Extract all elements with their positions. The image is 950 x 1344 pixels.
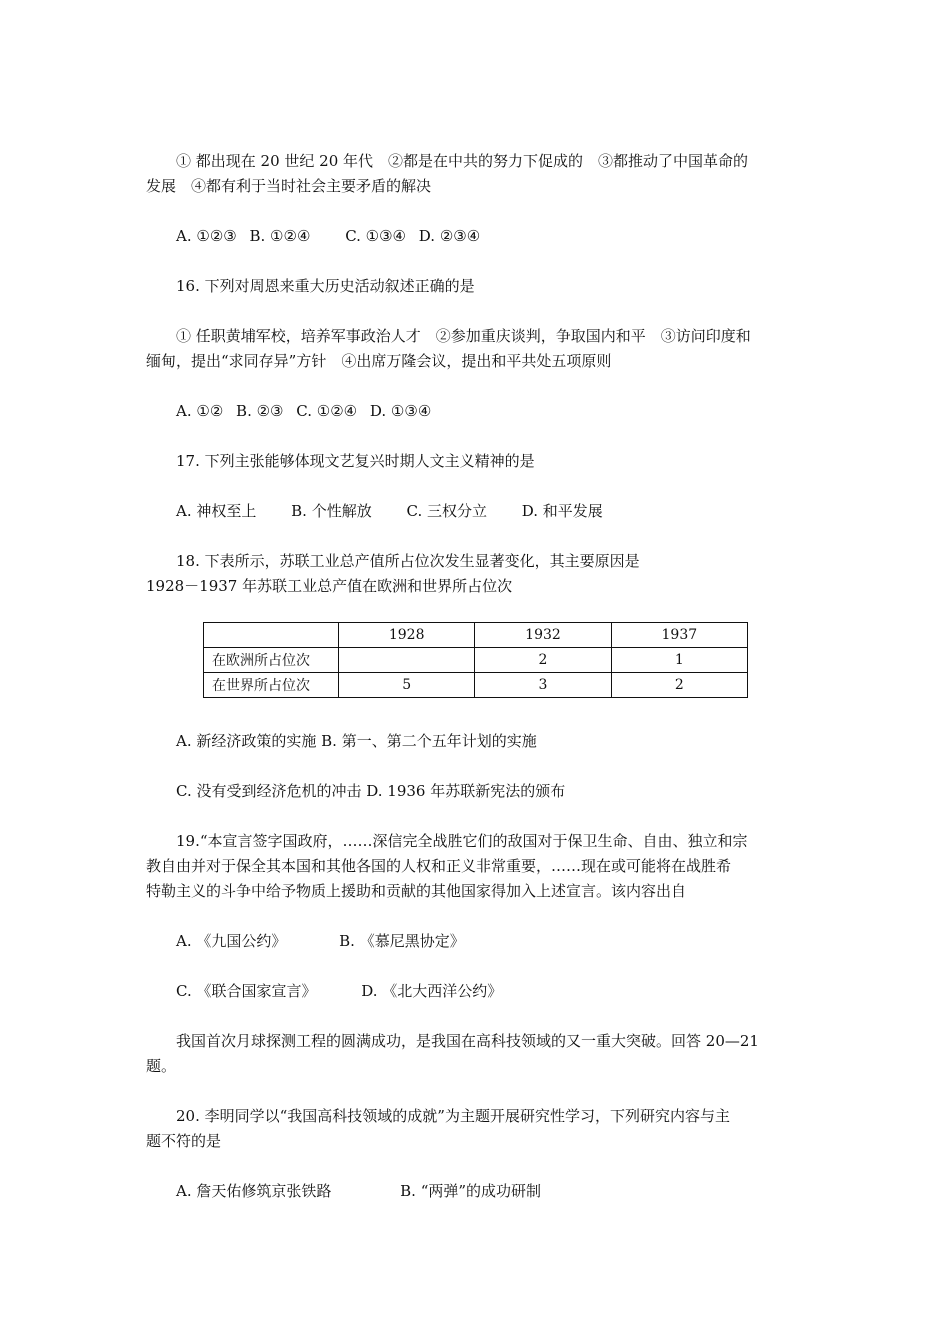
table-cell: 2 xyxy=(611,673,747,698)
q20-option-b: B. “两弹”的成功研制 xyxy=(400,1182,542,1200)
q19-option-c: C. 《联合国家宣言》 xyxy=(176,982,317,1000)
table-row xyxy=(204,648,748,673)
q19-stem-line1: 19.“本宣言签字国政府，……深信完全战胜它们的敌国对于保卫生命、自由、独立和宗 xyxy=(176,832,748,850)
table-row xyxy=(204,673,748,698)
q15-option-a: A. ①②③ xyxy=(176,227,237,245)
intro-20-21-line1: 我国首次月球探测工程的圆满成功，是我国在高科技领域的又一重大突破。回答 20—21 xyxy=(176,1032,759,1050)
q15-option-c: C. ①③④ xyxy=(345,227,407,245)
q18-stem: 18. 下表所示，苏联工业总产值所占位次发生显著变化，其主要原因是 xyxy=(176,552,640,570)
q20-options xyxy=(176,1181,810,1201)
table-header-cell xyxy=(204,623,339,648)
q19-stem-line2: 教自由并对于保全其本国和其他各国的人权和正义非常重要，……现在或可能将在战胜希 xyxy=(146,857,732,875)
table-cell xyxy=(339,648,475,673)
table-cell: 在世界所占位次 xyxy=(204,673,339,698)
q16-option-a: A. ①② xyxy=(176,402,224,420)
table-header-row xyxy=(204,623,748,648)
q19-options-row2 xyxy=(176,981,810,1001)
q18-table-title: 1928－1937 年苏联工业总产值在欧洲和世界所占位次 xyxy=(146,577,513,595)
q19-stem-line3: 特勒主义的斗争中给予物质上援助和贡献的其他国家得加入上述宣言。该内容出自 xyxy=(146,882,687,900)
table-header-cell: 1937 xyxy=(611,623,747,648)
q17-option-d: D. 和平发展 xyxy=(521,502,603,520)
q15-statements-line2: 发展 ④都有利于当时社会主要矛盾的解决 xyxy=(146,177,432,195)
table-cell: 5 xyxy=(339,673,475,698)
q17-option-b: B. 个性解放 xyxy=(291,502,372,520)
q17-option-c: C. 三权分立 xyxy=(406,502,487,520)
q16-stem: 16. 下列对周恩来重大历史活动叙述正确的是 xyxy=(176,277,475,295)
table-header-cell: 1932 xyxy=(475,623,611,648)
table-cell: 1 xyxy=(611,648,747,673)
intro-20-21-line2: 题。 xyxy=(146,1057,177,1075)
q20-stem-line1: 20. 李明同学以“我国高科技领域的成就”为主题开展研究性学习，下列研究内容与主 xyxy=(176,1107,730,1125)
q16-option-d: D. ①③④ xyxy=(369,402,432,420)
q20-option-a: A. 詹天佑修筑京张铁路 xyxy=(176,1182,332,1200)
q15-options xyxy=(176,226,810,246)
q19-options-row1 xyxy=(176,931,810,951)
q18-options-line1: A. 新经济政策的实施 B. 第一、第二个五年计划的实施 xyxy=(176,732,537,750)
q16-option-c: C. ①②④ xyxy=(296,402,358,420)
q19-option-a: A. 《九国公约》 xyxy=(176,932,287,950)
q17-stem: 17. 下列主张能够体现文艺复兴时期人文主义精神的是 xyxy=(176,452,535,470)
q16-options xyxy=(176,401,810,421)
q15-option-d: D. ②③④ xyxy=(418,227,481,245)
table-cell: 3 xyxy=(475,673,611,698)
q15-option-b: B. ①②④ xyxy=(249,227,311,245)
q16-statements-line2: 缅甸，提出“求同存异”方针 ④出席万隆会议，提出和平共处五项原则 xyxy=(146,352,612,370)
q15-statements-line1: ① 都出现在 20 世纪 20 年代 ②都是在中共的努力下促成的 ③都推动了中国革命的 xyxy=(176,152,749,170)
q16-statements-line1: ① 任职黄埔军校，培养军事政治人才 ②参加重庆谈判，争取国内和平 ③访问印度和 xyxy=(176,327,751,345)
q17-option-a: A. 神权至上 xyxy=(176,502,257,520)
q18-options-line2: C. 没有受到经济危机的冲击 D. 1936 年苏联新宪法的颁布 xyxy=(176,782,566,800)
table-cell: 2 xyxy=(475,648,611,673)
table-header-cell: 1928 xyxy=(339,623,475,648)
q17-options xyxy=(176,501,810,521)
q19-option-b: B. 《慕尼黑协定》 xyxy=(339,932,465,950)
industrial-rank-table xyxy=(203,622,748,698)
table-cell: 在欧洲所占位次 xyxy=(204,648,339,673)
q16-option-b: B. ②③ xyxy=(236,402,284,420)
q19-option-d: D. 《北大西洋公约》 xyxy=(361,982,503,1000)
q20-stem-line2: 题不符的是 xyxy=(146,1132,222,1150)
